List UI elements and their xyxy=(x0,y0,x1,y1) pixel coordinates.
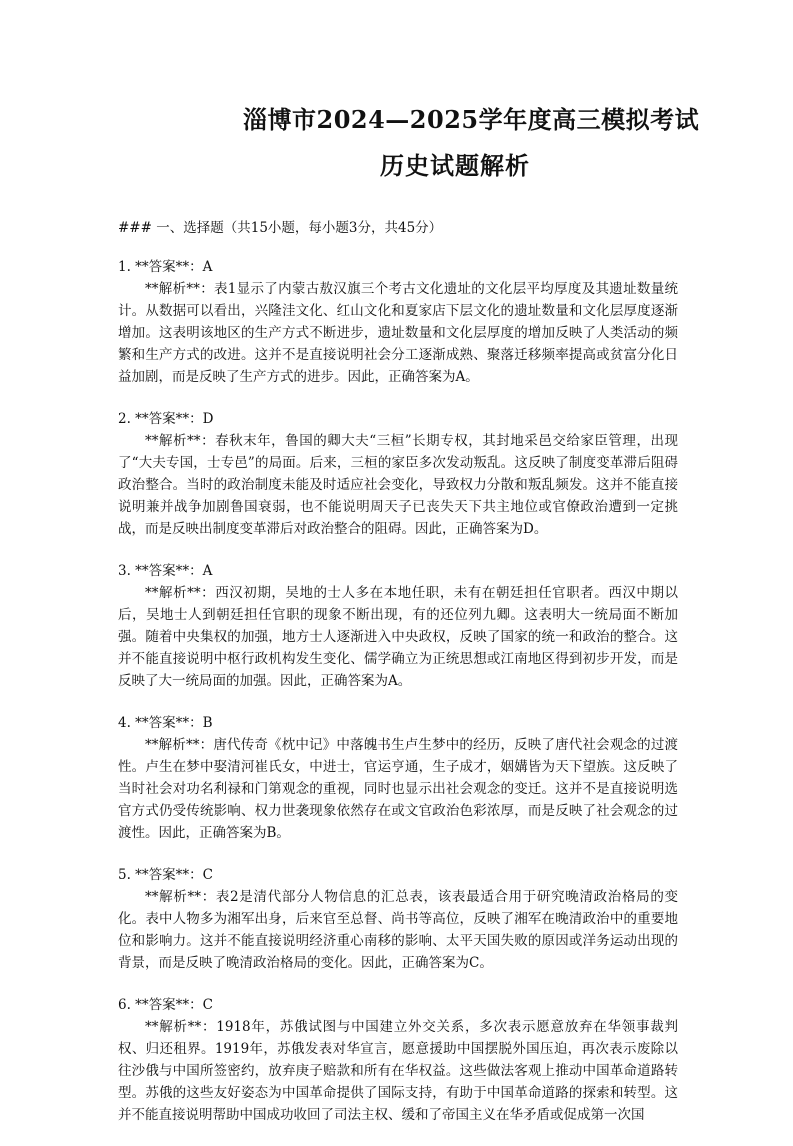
answer-line: 2. **答案**：D xyxy=(118,411,214,427)
answer-line: 4. **答案**：B xyxy=(118,715,213,731)
question-item xyxy=(118,408,678,540)
answer-line: 6. **答案**：C xyxy=(118,997,214,1013)
answer-line: 1. **答案**：A xyxy=(118,259,213,275)
answer-line: 3. **答案**：A xyxy=(118,563,213,579)
document-title: 淄博市2024—2025学年度高三模拟考试 xyxy=(243,105,700,134)
question-item xyxy=(118,560,678,692)
analysis-paragraph: **解析**：西汉初期，吴地的士人多在本地任职，未有在朝廷担任官职者。西汉中期以后，吴地士人到朝廷担任官职的现象不断出现，有的还位列九卿。这表明大一统局面不断加强。随着中央集权的加强，地方士人逐渐进入中央政权，反映了国家的统一和政治的整合。这并不能直接说明中枢行政机构发生变化、儒学确立为正统思想或江南地区得到初步开发，而是反映了大一统局面的加强。因此，正确答案为A。 xyxy=(118,585,678,689)
question-item xyxy=(118,864,678,974)
question-list xyxy=(118,256,678,1146)
document-subtitle: 历史试题解析 xyxy=(380,151,530,180)
analysis-paragraph: **解析**：春秋末年，鲁国的卿大夫“三桓”长期专权，其封地采邑交给家臣管理，出现了“大夫专国，士专邑”的局面。后来，三桓的家臣多次发动叛乱。这反映了制度变革滞后阻碍政治整合。当时的政治制度未能及时适应社会变化，导致权力分散和叛乱频发。这并不能直接说明兼并战争加剧鲁国衰弱，也不能说明周天子已丧失天下共主地位或官僚政治遭到一定挑战，而是反映出制度变革滞后对政治整合的阻碍。因此，正确答案为D。 xyxy=(118,433,678,537)
analysis-paragraph: **解析**：1918年，苏俄试图与中国建立外交关系，多次表示愿意放弃在华领事裁判权、归还租界。1919年，苏俄发表对华宣言，愿意援助中国摆脱外国压迫，再次表示废除以往沙俄与中国所签密约，放弃庚子赔款和所有在华权益。这些做法客观上推动中国革命道路转型。苏俄的这些友好姿态为中国革命提供了国际支持，有助于中国革命道路的探索和转型。这并不能直接说明帮助中国成功收回了司法主权、缓和了帝国主义在华矛盾或促成第一次国 xyxy=(118,1019,678,1123)
question-item xyxy=(118,712,678,844)
analysis-paragraph: **解析**：表2是清代部分人物信息的汇总表，该表最适合用于研究晚清政治格局的变化。表中人物多为湘军出身，后来官至总督、尚书等高位，反映了湘军在晚清政治中的重要地位和影响力。这并不能直接说明经济重心南移的影响、太平天国失败的原因或洋务运动出现的背景，而是反映了晚清政治格局的变化。因此，正确答案为C。 xyxy=(118,889,678,971)
answer-line: 5. **答案**：C xyxy=(118,867,214,883)
question-item xyxy=(118,994,678,1126)
analysis-paragraph: **解析**：表1显示了内蒙古敖汉旗三个考古文化遗址的文化层平均厚度及其遗址数量统计。从数据可以看出，兴隆洼文化、红山文化和夏家店下层文化的遗址数量和文化层厚度逐渐增加。这表明该地区的生产方式不断进步，遗址数量和文化层厚度的增加反映了人类活动的频繁和生产方式的改进。这并不是直接说明社会分工逐渐成熟、聚落迁移频率提高或贫富分化日益加剧，而是反映了生产方式的进步。因此，正确答案为A。 xyxy=(118,281,678,385)
section-heading: ### 一、选择题（共15小题，每小题3分，共45分） xyxy=(118,220,443,236)
analysis-paragraph: **解析**：唐代传奇《枕中记》中落魄书生卢生梦中的经历，反映了唐代社会观念的过渡性。卢生在梦中娶清河崔氏女，中进士，官运亨通，生子成才，姻媾皆为天下望族。这反映了当时社会对功名利禄和门第观念的重视，同时也显示出社会观念的变迁。这并不是直接说明选官方式仍受传统影响、权力世袭现象依然存在或文官政治色彩浓厚，而是反映了社会观念的过渡性。因此，正确答案为B。 xyxy=(118,737,678,841)
question-item xyxy=(118,256,678,388)
